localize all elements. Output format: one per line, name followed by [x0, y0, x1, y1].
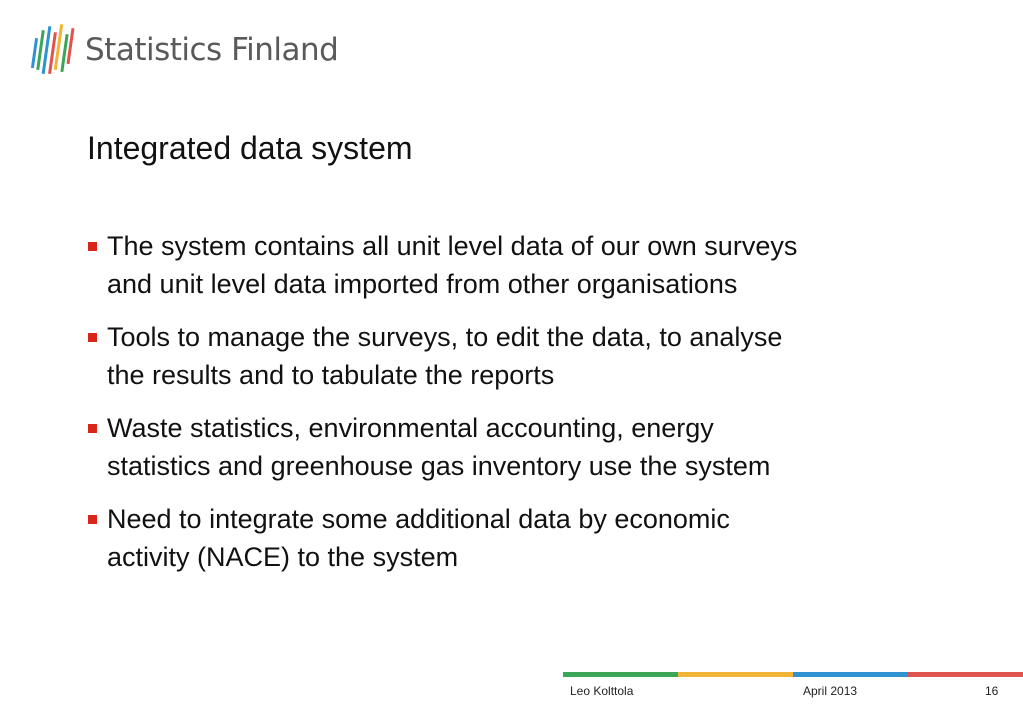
bullet-text-line: The system contains all unit level data of our own surveys — [107, 231, 798, 261]
bullet-text-line: statistics and greenhouse gas inventory use the system — [107, 451, 771, 481]
footer-author: Leo Kolttola — [570, 684, 634, 698]
footer-bar-yellow — [678, 672, 793, 677]
bullet-item — [87, 500, 947, 576]
footer-color-bar — [563, 672, 1023, 677]
bullet-text-line: Waste statistics, environmental accounting, energy — [107, 413, 714, 443]
bullet-text-line: and unit level data imported from other organisations — [107, 269, 738, 299]
footer-bar-red — [908, 672, 1023, 677]
bullet-item — [87, 318, 947, 394]
footer-bar-green — [563, 672, 678, 677]
slide-title: Integrated data system — [87, 130, 413, 166]
bullet-square-icon — [88, 333, 97, 342]
bullet-text-line: Tools to manage the surveys, to edit the data, to analyse — [107, 322, 783, 352]
bullet-square-icon — [88, 242, 97, 251]
bullet-item — [87, 409, 947, 485]
bullet-text-line: activity (NACE) to the system — [107, 542, 459, 572]
footer-date: April 2013 — [803, 684, 858, 698]
statistics-finland-logo — [30, 22, 370, 82]
bullet-square-icon — [88, 515, 97, 524]
bullet-item — [87, 227, 947, 303]
bullet-list — [87, 227, 947, 591]
bullet-text-line: the results and to tabulate the reports — [107, 360, 555, 390]
bullet-text-line: Need to integrate some additional data by economic — [107, 504, 730, 534]
footer-bar-blue — [793, 672, 908, 677]
brand-name: Statistics Finland — [85, 32, 339, 68]
page-number: 16 — [985, 684, 999, 698]
bullet-square-icon — [88, 424, 97, 433]
logo-bars-icon — [30, 22, 80, 82]
